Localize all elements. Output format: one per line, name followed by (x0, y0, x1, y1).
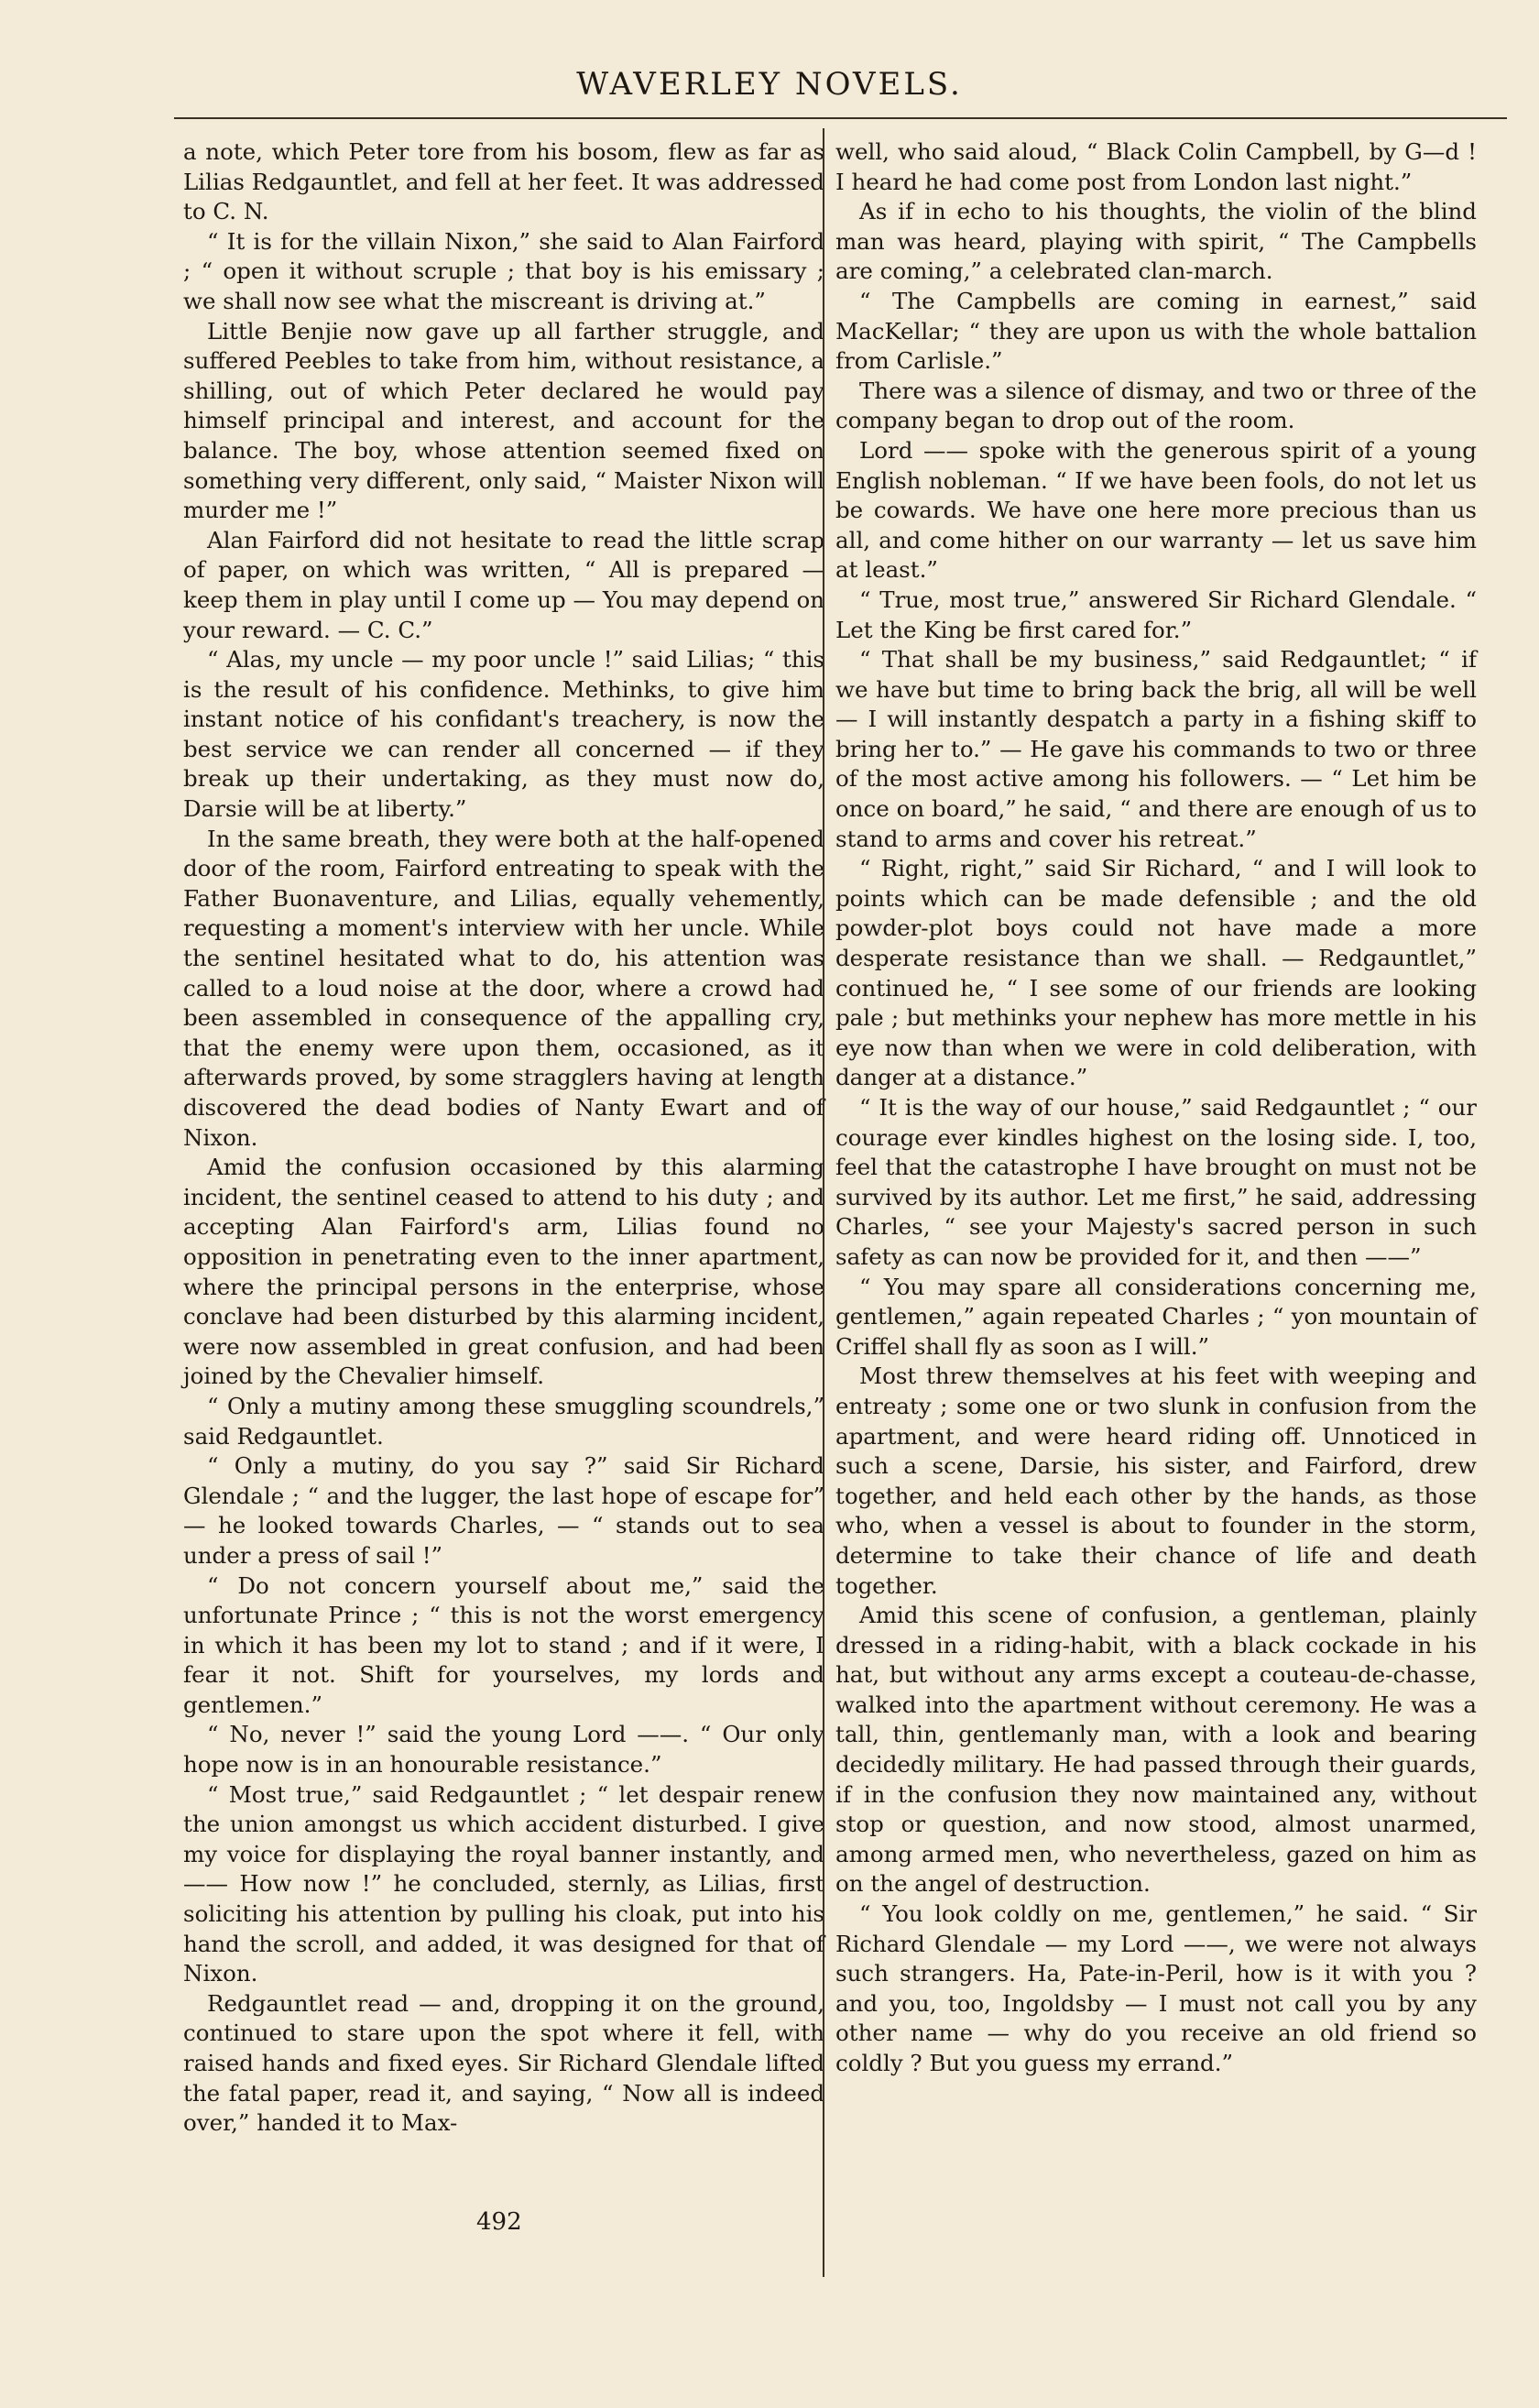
paragraph: There was a silence of dismay, and two or three of the company began to drop out of the room. (835, 377, 1477, 434)
paragraph: a note, which Peter tore from his bosom, flew as far as Lilias Redgauntlet, and fell at her feet. It was addressed to C. N. (183, 138, 824, 225)
paragraph: “ It is for the villain Nixon,” she said to Alan Fairford ; “ open it without scruple ; that boy is his emissary ; we shall now see what the miscreant is driving at.” (183, 227, 824, 314)
paragraph: Little Benjie now gave up all farther struggle, and suffered Peebles to take from him, without resistance, a shilling, out of which Peter declared he would pay himself principal and interest, and account for the balance. The boy, whose attention seemed fixed on something very different, only said, “ Maister Nixon will murder me !” (183, 317, 824, 524)
paragraph: Amid this scene of confusion, a gentleman, plainly dressed in a riding-habit, with a black cockade in his hat, but without any arms except a couteau-de-chasse, walked into the apartment without ceremony. He was a tall, thin, gentlemanly man, with a look and bearing decidedly military. He had passed through their guards, if in the confusion they now maintained any, without stop or question, and now stood, almost unarmed, among armed men, who nevertheless, gazed on him as on the angel of destruction. (835, 1602, 1477, 1898)
paragraph: “ You look coldly on me, gentlemen,” he said. “ Sir Richard Glendale — my Lord ——, we were not always such strangers. Ha, Pate-in-Peril, how is it with you ? and you, too, Ingoldsby — I must not call you by any other name — why do you receive an old friend so coldly ? But you guess my errand.” (835, 1900, 1477, 2076)
paragraph: “ True, most true,” answered Sir Richard Glendale. “ Let the King be first cared for.” (835, 586, 1477, 643)
paragraph: “ Do not concern yourself about me,” said the unfortunate Prince ; “ this is not the worst emergency in which it has been my lot to stand ; and if it were, I fear it not. Shift for yourselves, my lords and gentlemen.” (183, 1571, 824, 1718)
paragraph: “ The Campbells are coming in earnest,” said MacKellar; “ they are upon us with the whole battalion from Carlisle.” (835, 287, 1477, 375)
paragraph: In the same breath, they were both at the half-opened door of the room, Fairford entreating to speak with the Father Buonaventure, and Lilias, equally vehemently, requesting a moment's interview with her uncle. While the sentinel hesitated what to do, his attention was called to a loud noise at the door, where a crowd had been assembled in consequence of the appalling cry, that the enemy were upon them, occasioned, as it afterwards proved, by some stragglers having at length discovered the dead bodies of Nanty Ewart and of Nixon. (183, 825, 824, 1151)
paragraph: Lord —— spoke with the generous spirit of a young English nobleman. “ If we have been fools, do not let us be cowards. We have one here more precious than us all, and come hither on our warranty — let us save him at least.” (835, 436, 1477, 584)
paragraph: Alan Fairford did not hesitate to read the little scrap of paper, on which was written, “ All is prepared — keep them in play until I come up — You may depend on your reward. — C. C.” (183, 526, 824, 643)
paragraph: “ It is the way of our house,” said Redgauntlet ; “ our courage ever kindles highest on the losing side. I, too, feel that the catastrophe I have brought on must not be survived by its author. Let me first,” he said, addressing Charles, “ see your Majesty's sacred person in such safety as can now be provided for it, and then ——” (835, 1094, 1477, 1270)
paragraph: well, who said aloud, “ Black Colin Campbell, by G—d ! I heard he had come post from London last night.” (835, 138, 1477, 195)
right-column (835, 137, 1477, 2079)
paragraph: “ Most true,” said Redgauntlet ; “ let despair renew the union amongst us which accident disturbed. I give my voice for displaying the royal banner instantly, and —— How now !” he concluded, sternly, as Lilias, first soliciting his attention by pulling his cloak, put into his hand the scroll, and added, it was designed for that of Nixon. (183, 1780, 824, 1987)
paragraph: “ You may spare all considerations concerning me, gentlemen,” again repeated Charles ; “ yon mountain of Criffel shall fly as soon as I will.” (835, 1273, 1477, 1360)
paragraph: “ That shall be my business,” said Redgauntlet; “ if we have but time to bring back the brig, all will be well — I will instantly despatch a party in a fishing skiff to bring her to.” — He gave his commands to two or three of the most active among his followers. — “ Let him be once on board,” he said, “ and there are enough of us to stand to arms and cover his retreat.” (835, 646, 1477, 852)
column-divider (823, 128, 824, 2277)
paragraph: Redgauntlet read — and, dropping it on the ground, continued to stare upon the spot where it fell, with raised hands and fixed eyes. Sir Richard Glendale lifted the fatal paper, read it, and saying, “ Now all is indeed over,” handed it to Max- (183, 1989, 824, 2137)
paragraph: “ Right, right,” said Sir Richard, “ and I will look to points which can be made defensible ; and the old powder-plot boys could not have made a more desperate resistance than we shall. — Redgauntlet,” continued he, “ I see some of our friends are looking pale ; but methinks your nephew has more mettle in his eye now than when we were in cold deliberation, with danger at a distance.” (835, 855, 1477, 1091)
paragraph: As if in echo to his thoughts, the violin of the blind man was heard, playing with spirit, “ The Campbells are coming,” a celebrated clan-march. (835, 198, 1477, 285)
page-number: 492 (476, 2208, 522, 2236)
header-rule (174, 117, 1507, 119)
paragraph: “ Only a mutiny among these smuggling scoundrels,” said Redgauntlet. (183, 1392, 824, 1450)
paragraph: “ No, never !” said the young Lord ——. “ Our only hope now is in an honourable resistance.” (183, 1721, 824, 1779)
left-column (183, 137, 824, 2139)
paragraph: Most threw themselves at his feet with weeping and entreaty ; some one or two slunk in confusion from the apartment, and were heard riding off. Unnoticed in such a scene, Darsie, his sister, and Fairford, drew together, and held each other by the hands, as those who, when a vessel is about to founder in the storm, determine to take their chance of life and death together. (835, 1363, 1477, 1599)
running-header: WAVERLEY NOVELS. (576, 66, 963, 103)
paragraph: Amid the confusion occasioned by this alarming incident, the sentinel ceased to attend to his duty ; and accepting Alan Fairford's arm, Lilias found no opposition in penetrating even to the inner apartment, where the principal persons in the enterprise, whose conclave had been disturbed by this alarming incident, were now assembled in great confusion, and had been joined by the Chevalier himself. (183, 1154, 824, 1390)
paragraph: “ Alas, my uncle — my poor uncle !” said Lilias; “ this is the result of his confidence. Methinks, to give him instant notice of his confidant's treachery, is now the best service we can render all concerned — if they break up their undertaking, as they must now do, Darsie will be at liberty.” (183, 646, 824, 823)
paragraph: “ Only a mutiny, do you say ?” said Sir Richard Glendale ; “ and the lugger, the last hope of escape for” — he looked towards Charles, — “ stands out to sea under a press of sail !” (183, 1452, 824, 1569)
